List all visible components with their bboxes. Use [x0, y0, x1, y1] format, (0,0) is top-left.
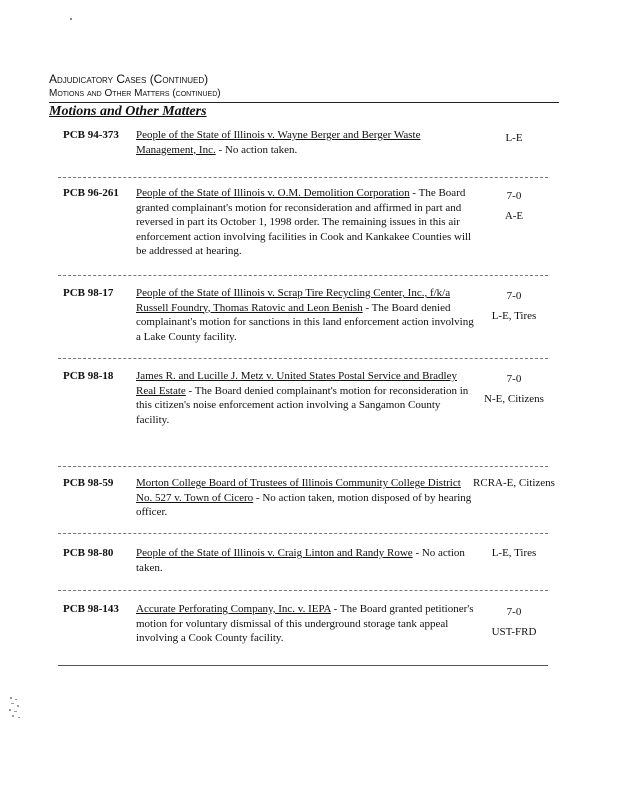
case-separator — [58, 533, 548, 534]
case-vote: 7-0 — [506, 606, 522, 618]
case-separator — [58, 358, 548, 359]
case-text: - The Board denied complainant's motion for reconsideration in this citizen's noise enforcement action involving a Sangamon County facility. — [136, 384, 469, 426]
case-vote-column — [469, 546, 559, 560]
case-number: PCB 98-59 — [63, 477, 114, 489]
case-number: PCB 96-261 — [63, 187, 119, 199]
scan-stamp-mark — [8, 695, 24, 723]
case-vote-column — [469, 602, 559, 642]
case-category: L-E — [505, 132, 523, 144]
section-title: Motions and Other Matters — [49, 104, 207, 119]
case-vote-column — [469, 128, 559, 148]
case-vote-column — [469, 286, 559, 326]
case-title: James R. and Lucille J. Metz v. United States Postal Service and Bradley Real Estate — [136, 370, 457, 397]
case-description — [136, 286, 474, 344]
case-vote: 7-0 — [506, 290, 522, 302]
case-separator — [58, 177, 548, 178]
case-title: People of the State of Illinois v. Craig Linton and Randy Rowe — [136, 547, 413, 559]
case-description — [136, 128, 474, 157]
case-description — [136, 602, 474, 646]
case-number: PCB 98-17 — [63, 287, 114, 299]
case-description — [136, 186, 474, 259]
case-number: PCB 98-18 — [63, 370, 114, 382]
case-category: N-E, Citizens — [484, 393, 544, 405]
case-description — [136, 546, 474, 575]
page-header-subtitle: Motions and Other Matters (continued) — [49, 88, 221, 99]
case-category: L-E, Tires — [491, 310, 537, 322]
case-category: A-E — [504, 210, 524, 222]
case-vote-column — [469, 186, 559, 226]
case-separator — [58, 590, 548, 591]
case-text: - No action taken. — [136, 547, 465, 574]
case-number: PCB 98-80 — [63, 547, 114, 559]
case-text: - The Board granted complainant's motion for reconsideration and affirmed in part and reversed in part its October 1, 1998 order. The remaining issues in this air enforcement action involving facilities in Cook and Kankakee Counties will be addressed at hearing. — [136, 187, 472, 257]
case-title: Accurate Perforating Company, Inc. v. IEPA — [136, 603, 331, 615]
case-text: - The Board denied complainant's motion for sanctions in this land enforcement action involving a Lake County facility. — [136, 301, 474, 343]
case-separator — [58, 665, 548, 666]
case-title: Morton College Board of Trustees of Illinois Community College District No. 527 v. Town of Cicero — [136, 477, 461, 504]
case-separator — [58, 466, 548, 467]
case-text: - No action taken. — [215, 143, 298, 156]
page-header-title: Adjudicatory Cases (Continued) — [49, 72, 209, 86]
case-vote: 7-0 — [506, 190, 522, 202]
case-vote-column — [469, 476, 559, 491]
case-title: People of the State of Illinois v. Wayne Berger and Berger Waste Management, Inc. — [136, 129, 421, 156]
case-title: People of the State of Illinois v. Scrap Tire Recycling Center, Inc., f/k/a Russell Foundry, Thomas Ratovic and Leon Benish — [136, 287, 451, 314]
scan-speck — [70, 18, 72, 20]
case-category: RCRA-E, Citizens — [473, 477, 555, 489]
case-text: - No action taken, motion disposed of by hearing officer. — [136, 491, 472, 518]
case-category: UST-FRD — [491, 626, 537, 638]
case-separator — [58, 275, 548, 276]
case-vote: 7-0 — [506, 373, 522, 385]
case-vote-column — [469, 369, 559, 407]
case-number: PCB 94-373 — [63, 129, 119, 141]
case-text: - The Board granted petitioner's motion for voluntary dismissal of this underground storage tank appeal involving a Cook County facility. — [136, 603, 474, 644]
case-title: People of the State of Illinois v. O.M. Demolition Corporation — [136, 187, 410, 199]
case-number: PCB 98-143 — [63, 603, 119, 615]
case-category: L-E, Tires — [491, 547, 537, 559]
header-rule — [49, 102, 559, 103]
case-description — [136, 369, 474, 427]
case-description — [136, 476, 474, 520]
scan-stamp — [8, 695, 24, 723]
